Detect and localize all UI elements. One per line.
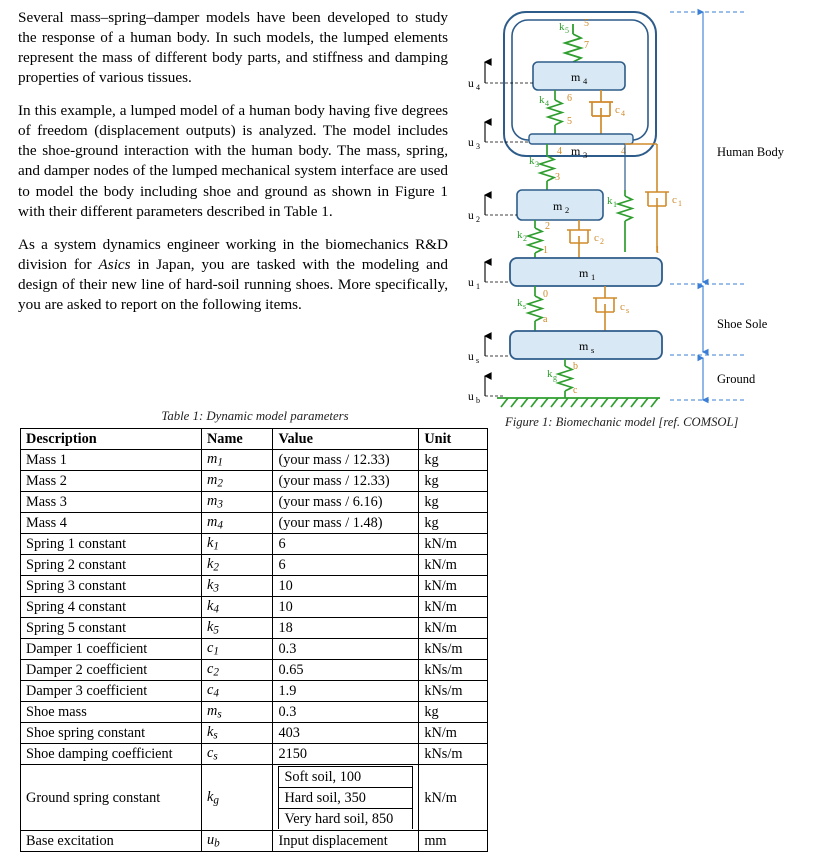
node-letter-a: a bbox=[543, 314, 548, 325]
cell-description: Spring 1 constant bbox=[21, 534, 202, 555]
cell-value: 403 bbox=[273, 723, 419, 744]
table-row bbox=[21, 597, 488, 618]
table-row bbox=[21, 702, 488, 723]
cell-value: (your mass / 12.33) bbox=[273, 471, 419, 492]
cell-description: Shoe damping coefficient bbox=[21, 744, 202, 765]
cell-name: $c_1$ bbox=[201, 639, 273, 660]
cell-description: Mass 2 bbox=[21, 471, 202, 492]
table-row-ground-spring bbox=[21, 765, 488, 831]
svg-text:1: 1 bbox=[591, 272, 596, 282]
svg-text:4: 4 bbox=[621, 109, 625, 118]
damper-c2 bbox=[567, 220, 604, 258]
cell-unit: kNs/m bbox=[419, 660, 488, 681]
damper-c1-label: c bbox=[672, 194, 677, 206]
cell-description: Mass 3 bbox=[21, 492, 202, 513]
svg-text:s: s bbox=[591, 345, 595, 355]
cell-value: 10 bbox=[273, 597, 419, 618]
header-value: Value bbox=[273, 429, 419, 450]
cell-name: $c_s$ bbox=[201, 744, 273, 765]
cell-description: Spring 3 constant bbox=[21, 576, 202, 597]
table-caption: Table 1: Dynamic model parameters bbox=[161, 409, 349, 423]
spring-ks-label: k bbox=[517, 297, 523, 309]
cell-value: (your mass / 1.48) bbox=[273, 513, 419, 534]
cell-value: 0.65 bbox=[273, 660, 419, 681]
region-label-ground: Ground bbox=[717, 372, 756, 386]
cell-name: $k_s$ bbox=[201, 723, 273, 744]
header-name: Name bbox=[201, 429, 273, 450]
svg-text:s: s bbox=[476, 356, 480, 365]
soil-option-row bbox=[279, 809, 413, 830]
cell-unit: kN/m bbox=[419, 618, 488, 639]
table-row bbox=[21, 744, 488, 765]
cell-value: 0.3 bbox=[273, 702, 419, 723]
paragraph-2: In this example, a lumped model of a human body having five degrees of freedom (displacement outputs) is analyzed. The model includes the shoe-ground interaction with the human body. The mass, spring, and damper nodes of the lumped mechanical system interface are used to model the body including shoe and ground as shown in Figure 1 with their different parameters described in Table 1. bbox=[18, 102, 448, 220]
node-number-2: 2 bbox=[545, 221, 550, 232]
svg-text:3: 3 bbox=[583, 150, 588, 160]
cell-name: $m_2$ bbox=[201, 471, 273, 492]
cell-name: $c_4$ bbox=[201, 681, 273, 702]
spring-kg-label: k bbox=[547, 368, 553, 380]
mass-ms-label: m bbox=[579, 339, 589, 353]
cell-name: $u_b$ bbox=[201, 831, 273, 852]
node-number-4: 4 bbox=[557, 146, 562, 157]
table-row bbox=[21, 555, 488, 576]
cell-value: 1.9 bbox=[273, 681, 419, 702]
cell-description: Damper 2 coefficient bbox=[21, 660, 202, 681]
paragraph-1: Several mass–spring–damper models have been developed to study the response of a human body. In such models, the lumped elements represent the mass of different body parts, and stiffness and damping properties of various tissues. bbox=[18, 9, 448, 87]
svg-text:g: g bbox=[553, 373, 557, 382]
svg-text:2: 2 bbox=[476, 215, 480, 224]
node-number-4-right: 4 bbox=[621, 146, 626, 157]
cell-description: Shoe mass bbox=[21, 702, 202, 723]
parameters-table bbox=[20, 428, 488, 852]
table-row bbox=[21, 681, 488, 702]
table-row bbox=[21, 513, 488, 534]
cell-unit: kN/m bbox=[419, 723, 488, 744]
cell-description: Mass 4 bbox=[21, 513, 202, 534]
table-row bbox=[21, 660, 488, 681]
damper-c1 bbox=[625, 144, 682, 252]
ground-hatching bbox=[497, 398, 660, 407]
node-number-7: 7 bbox=[584, 40, 589, 51]
cell-value-group bbox=[273, 765, 419, 831]
cell-description: Mass 1 bbox=[21, 450, 202, 471]
cell-unit: kN/m bbox=[419, 534, 488, 555]
region-label-shoe-sole: Shoe Sole bbox=[717, 317, 768, 331]
cell-unit: kN/m bbox=[419, 597, 488, 618]
cell-name: $k_5$ bbox=[201, 618, 273, 639]
cell-description: Spring 5 constant bbox=[21, 618, 202, 639]
damper-cs-label: c bbox=[620, 301, 625, 313]
svg-text:1: 1 bbox=[476, 282, 480, 291]
cell-name: $m_s$ bbox=[201, 702, 273, 723]
table-row bbox=[21, 639, 488, 660]
soil-option-very-hard: Very hard soil, 850 bbox=[279, 809, 413, 830]
soil-option-row bbox=[279, 788, 413, 809]
displacement-u2-label: u bbox=[468, 210, 474, 222]
mass-m3-label: m bbox=[571, 144, 581, 158]
soil-option-hard: Hard soil, 350 bbox=[279, 788, 413, 809]
damper-cs bbox=[593, 286, 629, 331]
svg-text:2: 2 bbox=[600, 237, 604, 246]
cell-unit: kN/m bbox=[419, 555, 488, 576]
cell-value: 6 bbox=[273, 555, 419, 576]
node-number-0: 0 bbox=[543, 289, 548, 300]
spring-k3 bbox=[529, 144, 562, 190]
svg-text:4: 4 bbox=[583, 76, 588, 86]
svg-text:2: 2 bbox=[565, 205, 570, 215]
mass-m2 bbox=[517, 190, 603, 220]
figure-caption: Figure 1: Biomechanic model [ref. COMSOL] bbox=[505, 415, 739, 429]
displacement-u4-label: u bbox=[468, 78, 474, 90]
spring-k1 bbox=[607, 190, 632, 252]
displacement-u3-label: u bbox=[468, 137, 474, 149]
cell-unit: kg bbox=[419, 492, 488, 513]
spring-k2-label: k bbox=[517, 229, 523, 241]
cell-name: $k_1$ bbox=[201, 534, 273, 555]
svg-text:3: 3 bbox=[476, 142, 480, 151]
cell-value: 10 bbox=[273, 576, 419, 597]
cell-name: $m_1$ bbox=[201, 450, 273, 471]
mass-m1 bbox=[510, 258, 662, 286]
cell-unit: kNs/m bbox=[419, 744, 488, 765]
spring-ks bbox=[517, 286, 548, 331]
spring-k4-label: k bbox=[539, 94, 545, 106]
cell-name: $m_4$ bbox=[201, 513, 273, 534]
node-number-1: 1 bbox=[543, 245, 548, 256]
cell-description: Ground spring constant bbox=[21, 765, 202, 831]
table-row bbox=[21, 534, 488, 555]
node-number-3: 3 bbox=[555, 172, 560, 183]
svg-text:3: 3 bbox=[535, 160, 539, 169]
cell-value: 18 bbox=[273, 618, 419, 639]
mass-m1-label: m bbox=[579, 266, 589, 280]
cell-unit: kg bbox=[419, 702, 488, 723]
node-letter-c: c bbox=[573, 385, 578, 396]
cell-name: $k_2$ bbox=[201, 555, 273, 576]
soil-option-row bbox=[279, 767, 413, 788]
cell-name: $k_4$ bbox=[201, 597, 273, 618]
cell-description: Base excitation bbox=[21, 831, 202, 852]
cell-description: Spring 2 constant bbox=[21, 555, 202, 576]
cell-unit: kg bbox=[419, 471, 488, 492]
spring-k4 bbox=[539, 90, 572, 134]
header-unit: Unit bbox=[419, 429, 488, 450]
cell-description: Damper 3 coefficient bbox=[21, 681, 202, 702]
cell-unit: kN/m bbox=[419, 576, 488, 597]
region-label-human-body: Human Body bbox=[717, 145, 785, 159]
cell-value: 0.3 bbox=[273, 639, 419, 660]
company-name: Asics bbox=[98, 255, 131, 273]
svg-text:1: 1 bbox=[613, 200, 617, 209]
cell-unit: mm bbox=[419, 831, 488, 852]
paragraph-3: As a system dynamics engineer working in the biomechanics R&D division for Asics in Japan, you are tasked with the modeling and design of their new line of hard-soil running shoes. More specifically, you are asked to report on the following items. bbox=[18, 235, 448, 313]
damper-c4 bbox=[589, 90, 625, 134]
svg-text:4: 4 bbox=[476, 83, 480, 92]
svg-text:b: b bbox=[476, 396, 480, 405]
cell-unit: kNs/m bbox=[419, 681, 488, 702]
table-row bbox=[21, 723, 488, 744]
svg-text:1: 1 bbox=[678, 199, 682, 208]
cell-name: $m_3$ bbox=[201, 492, 273, 513]
node-letter-b: b bbox=[573, 361, 578, 372]
mass-m2-label: m bbox=[553, 199, 563, 213]
spring-kg bbox=[547, 359, 578, 398]
soil-options-table bbox=[278, 766, 413, 829]
cell-value: (your mass / 12.33) bbox=[273, 450, 419, 471]
table-row-base-excitation bbox=[21, 831, 488, 852]
cell-value: (your mass / 6.16) bbox=[273, 492, 419, 513]
node-number-5-lower: 5 bbox=[567, 116, 572, 127]
displacement-us-label: u bbox=[468, 351, 474, 363]
table-row bbox=[21, 492, 488, 513]
spring-k2 bbox=[517, 220, 550, 258]
displacement-u1-label: u bbox=[468, 277, 474, 289]
svg-text:s: s bbox=[523, 302, 527, 311]
cell-unit: kg bbox=[419, 450, 488, 471]
spring-k5-label: k bbox=[559, 21, 565, 33]
cell-unit: kg bbox=[419, 513, 488, 534]
mass-m4 bbox=[533, 62, 625, 90]
spring-k3-label: k bbox=[529, 155, 535, 167]
table-row bbox=[21, 618, 488, 639]
node-number-5-top: 5 bbox=[584, 18, 589, 29]
cell-value: 6 bbox=[273, 534, 419, 555]
cell-unit: kN/m bbox=[419, 765, 488, 831]
cell-name: $k_g$ bbox=[201, 765, 273, 831]
spring-k1-label: k bbox=[607, 195, 613, 207]
cell-value: 2150 bbox=[273, 744, 419, 765]
cell-value: Input displacement bbox=[273, 831, 419, 852]
table-header-row bbox=[21, 429, 488, 450]
mass-ms bbox=[510, 331, 662, 359]
text-column bbox=[18, 8, 448, 328]
table-row bbox=[21, 576, 488, 597]
figure-svg bbox=[455, 0, 825, 420]
cell-description: Shoe spring constant bbox=[21, 723, 202, 744]
mass-m4-label: m bbox=[571, 70, 581, 84]
biomechanic-model-figure bbox=[455, 0, 825, 430]
displacement-ub-label: u bbox=[468, 391, 474, 403]
cell-description: Damper 1 coefficient bbox=[21, 639, 202, 660]
svg-text:4: 4 bbox=[545, 99, 549, 108]
table-row bbox=[21, 450, 488, 471]
table-body bbox=[21, 450, 488, 852]
svg-text:s: s bbox=[626, 306, 630, 315]
damper-c4-label: c bbox=[615, 104, 620, 116]
svg-text:2: 2 bbox=[523, 234, 527, 243]
cell-name: $k_3$ bbox=[201, 576, 273, 597]
node-number-1-right: 1 bbox=[655, 245, 660, 256]
cell-unit: kNs/m bbox=[419, 639, 488, 660]
cell-name: $c_2$ bbox=[201, 660, 273, 681]
cell-description: Spring 4 constant bbox=[21, 597, 202, 618]
node-number-6: 6 bbox=[567, 93, 572, 104]
soil-option-soft: Soft soil, 100 bbox=[279, 767, 413, 788]
svg-text:5: 5 bbox=[565, 26, 569, 35]
table-row bbox=[21, 471, 488, 492]
damper-c2-label: c bbox=[594, 232, 599, 244]
header-description: Description bbox=[21, 429, 202, 450]
